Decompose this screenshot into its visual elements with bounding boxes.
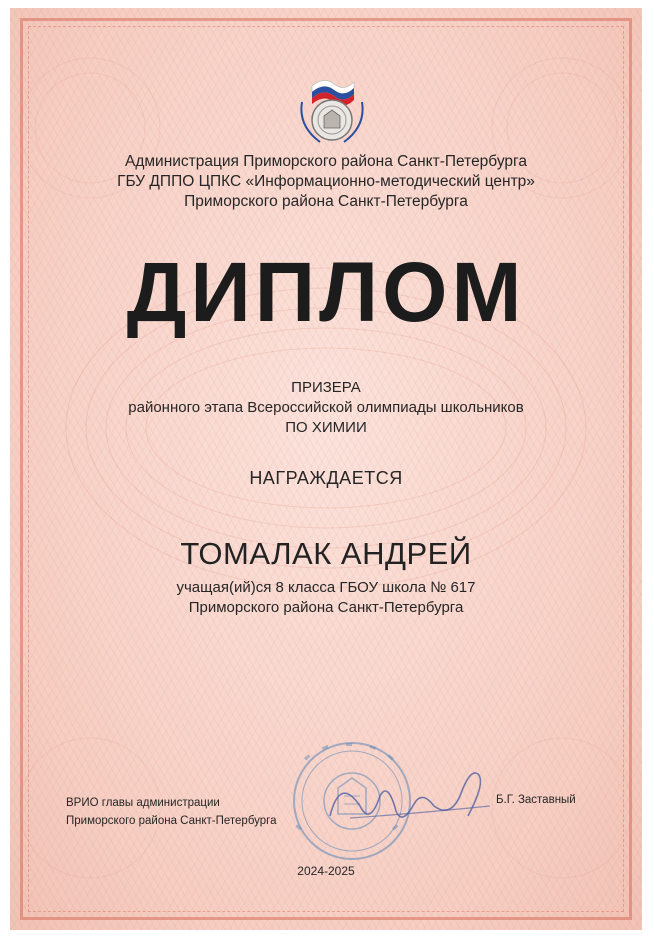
school-line-2: Приморского района Санкт-Петербурга — [188, 599, 464, 616]
diploma-sheet — [10, 8, 642, 930]
signatory-position-line-1: ВРИО главы администрации — [66, 797, 220, 809]
olympiad-logo-icon — [290, 72, 374, 148]
header-block — [10, 152, 642, 212]
header-line-3: Приморского района Санкт-Петербурга — [184, 193, 468, 210]
school-line-1: учащая(ий)ся 8 класса ГБОУ школа № 617 — [176, 579, 476, 596]
award-description — [10, 378, 642, 438]
signatory-name: Б.Г. Заставный — [496, 794, 576, 806]
signatory-position — [66, 794, 277, 830]
signatory-position-line-2: Приморского района Санкт-Петербурга — [66, 815, 277, 827]
award-line-2: районного этапа Всероссийской олимпиады школьников — [128, 399, 524, 416]
school-info — [10, 578, 642, 618]
award-line-3: ПО ХИМИИ — [285, 419, 367, 436]
signature-icon — [310, 756, 510, 846]
recipient-name: ТОМАЛАК АНДРЕЙ — [180, 536, 472, 571]
header-line-2: ГБУ ДППО ЦПКС «Информационно-методический центр» — [117, 173, 535, 190]
academic-year: 2024-2025 — [297, 864, 355, 878]
diploma-title: ДИПЛОМ — [126, 245, 526, 339]
awarded-label: НАГРАЖДАЕТСЯ — [249, 468, 403, 488]
award-line-1: ПРИЗЕРА — [291, 379, 361, 396]
header-line-1: Администрация Приморского района Санкт-Петербурга — [125, 153, 527, 170]
